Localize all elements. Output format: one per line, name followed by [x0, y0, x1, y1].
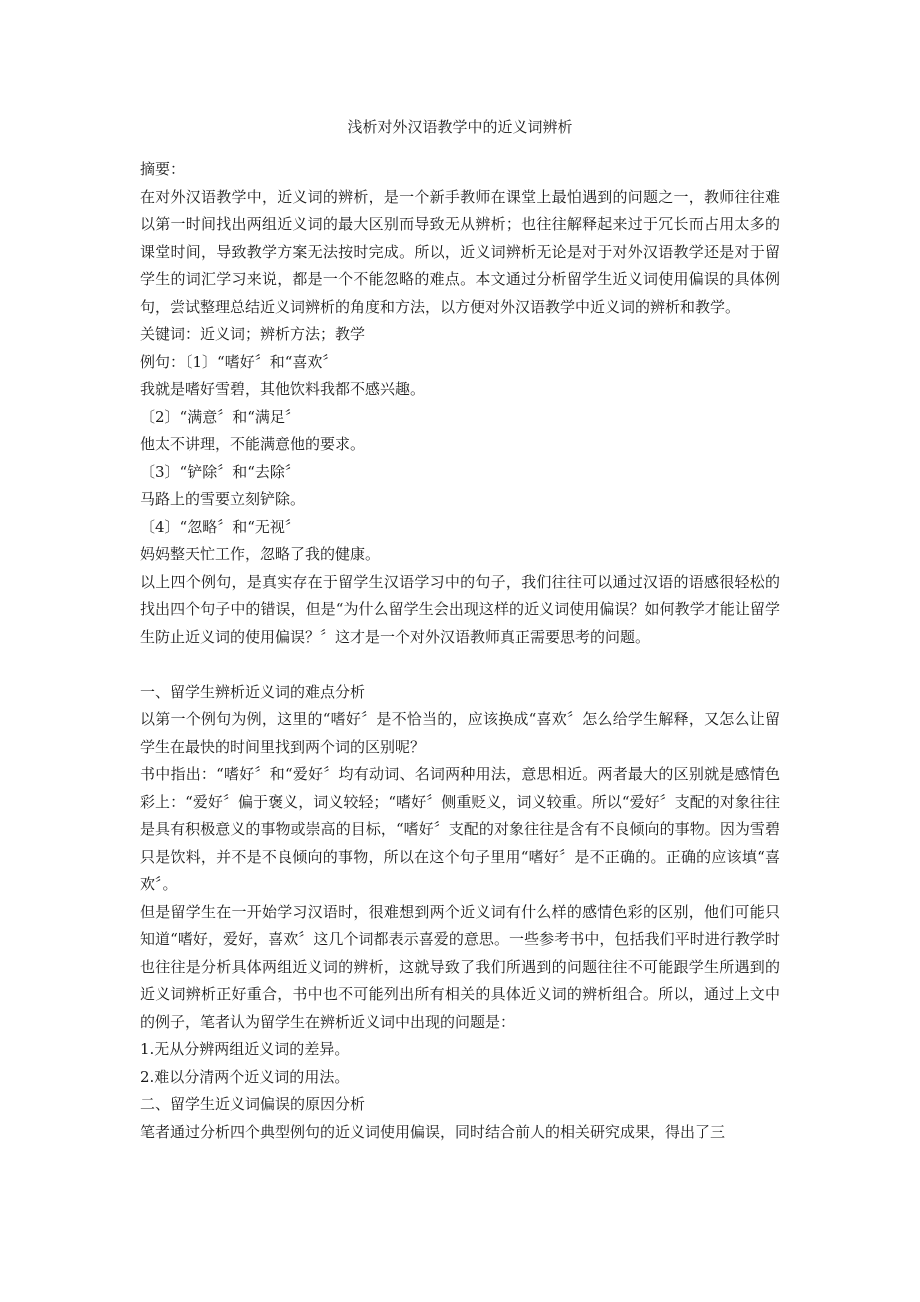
section-2-heading: 二、留学生近义词偏误的原因分析	[140, 1095, 366, 1113]
example-2-sentence: 他太不讲理，不能满意他的要求。	[140, 435, 366, 453]
abstract-label: 摘要：	[140, 160, 186, 178]
example-3-heading: 〔3〕“铲除〞和“去除〞	[140, 462, 300, 481]
example-2-heading: 〔2〕“满意〞和“满足〞	[140, 407, 300, 426]
example-1-heading: 例句：〔1〕“嗜好〞和“喜欢〞	[140, 352, 338, 371]
paragraph-spacer	[140, 651, 780, 679]
example-4-sentence: 妈妈整天忙工作，忽略了我的健康。	[140, 545, 381, 563]
example-1-sentence: 我就是嗜好雪碧，其他饮料我都不感兴趣。	[140, 380, 426, 398]
section-1-list-item: 1.无从分辨两组近义词的差异。	[140, 1040, 350, 1058]
example-4-heading: 〔4〕“忽略〞和“无视〞	[140, 517, 300, 536]
section-1-paragraph: 书中指出：“嗜好〞和“爱好〞均有动词、名词两种用法，意思相近。两者最大的区别就是感情色彩上：“爱好〞偏于褒义，词义较轻；“嗜好〞侧重贬义，词义较重。所以“爱好〞支配的对象往往是具有积极意义的事物或崇高的目标，“嗜好〞支配的对象往往是含有不良倾向的事物。因为雪碧只是饮料，并不是不良倾向的事物，所以在这个句子里用“嗜好〞是不正确的。正确的应该填“喜欢〞。	[140, 765, 780, 893]
section-1-heading: 一、留学生辨析近义词的难点分析	[140, 682, 366, 701]
example-3-sentence: 马路上的雪要立刻铲除。	[140, 490, 306, 508]
section-2-paragraph: 笔者通过分析四个典型例句的近义词使用偏误，同时结合前人的相关研究成果，得出了三	[140, 1122, 726, 1141]
document-title: 浅析对外汉语教学中的近义词辨析	[347, 118, 573, 136]
section-1-paragraph: 但是留学生在一开始学习汉语时，很难想到两个近义词有什么样的感情色彩的区别，他们可能只知道“嗜好，爱好，喜欢〞这几个词都表示喜爱的意思。一些参考书中，包括我们平时进行教学时也往往是分析具体两组近义词的辨析，这就导致了我们所遇到的问题往往不可能跟学生所遇到的近义词辨析正好重合，书中也不可能列出所有相关的具体近义词的辨析组合。所以，通过上文中的例子，笔者认为留学生在辨析近义词中出现的问题是：	[140, 902, 780, 1031]
summary-paragraph: 以上四个例句，是真实存在于留学生汉语学习中的句子，我们往往可以通过汉语的语感很轻松的找出四个句子中的错误，但是“为什么留学生会出现这样的近义词使用偏误？如何教学才能让留学生防止近义词的使用偏误？〞这才是一个对外汉语教师真正需要思考的问题。	[140, 572, 780, 646]
section-1-paragraph: 以第一个例句为例，这里的“嗜好〞是不恰当的，应该换成“喜欢〞怎么给学生解释，又怎么让留学生在最快的时间里找到两个词的区别呢？	[140, 710, 780, 756]
keywords-line: 关键词：近义词；辨析方法；教学	[140, 325, 366, 343]
section-1-list-item: 2.难以分清两个近义词的用法。	[140, 1067, 350, 1086]
document-body	[140, 156, 780, 1146]
abstract-paragraph: 在对外汉语教学中，近义词的辨析，是一个新手教师在课堂上最怕遇到的问题之一，教师往往难以第一时间找出两组近义词的最大区别而导致无从辨析；也往往解释起来过于冗长而占用太多的课堂时间，导致教学方案无法按时完成。所以，近义词辨析无论是对于对外汉语教学还是对于留学生的词汇学习来说，都是一个不能忽略的难点。本文通过分析留学生近义词使用偏误的具体例句，尝试整理总结近义词辨析的角度和方法，以方便对外汉语教学中近义词的辨析和教学。	[140, 187, 780, 316]
